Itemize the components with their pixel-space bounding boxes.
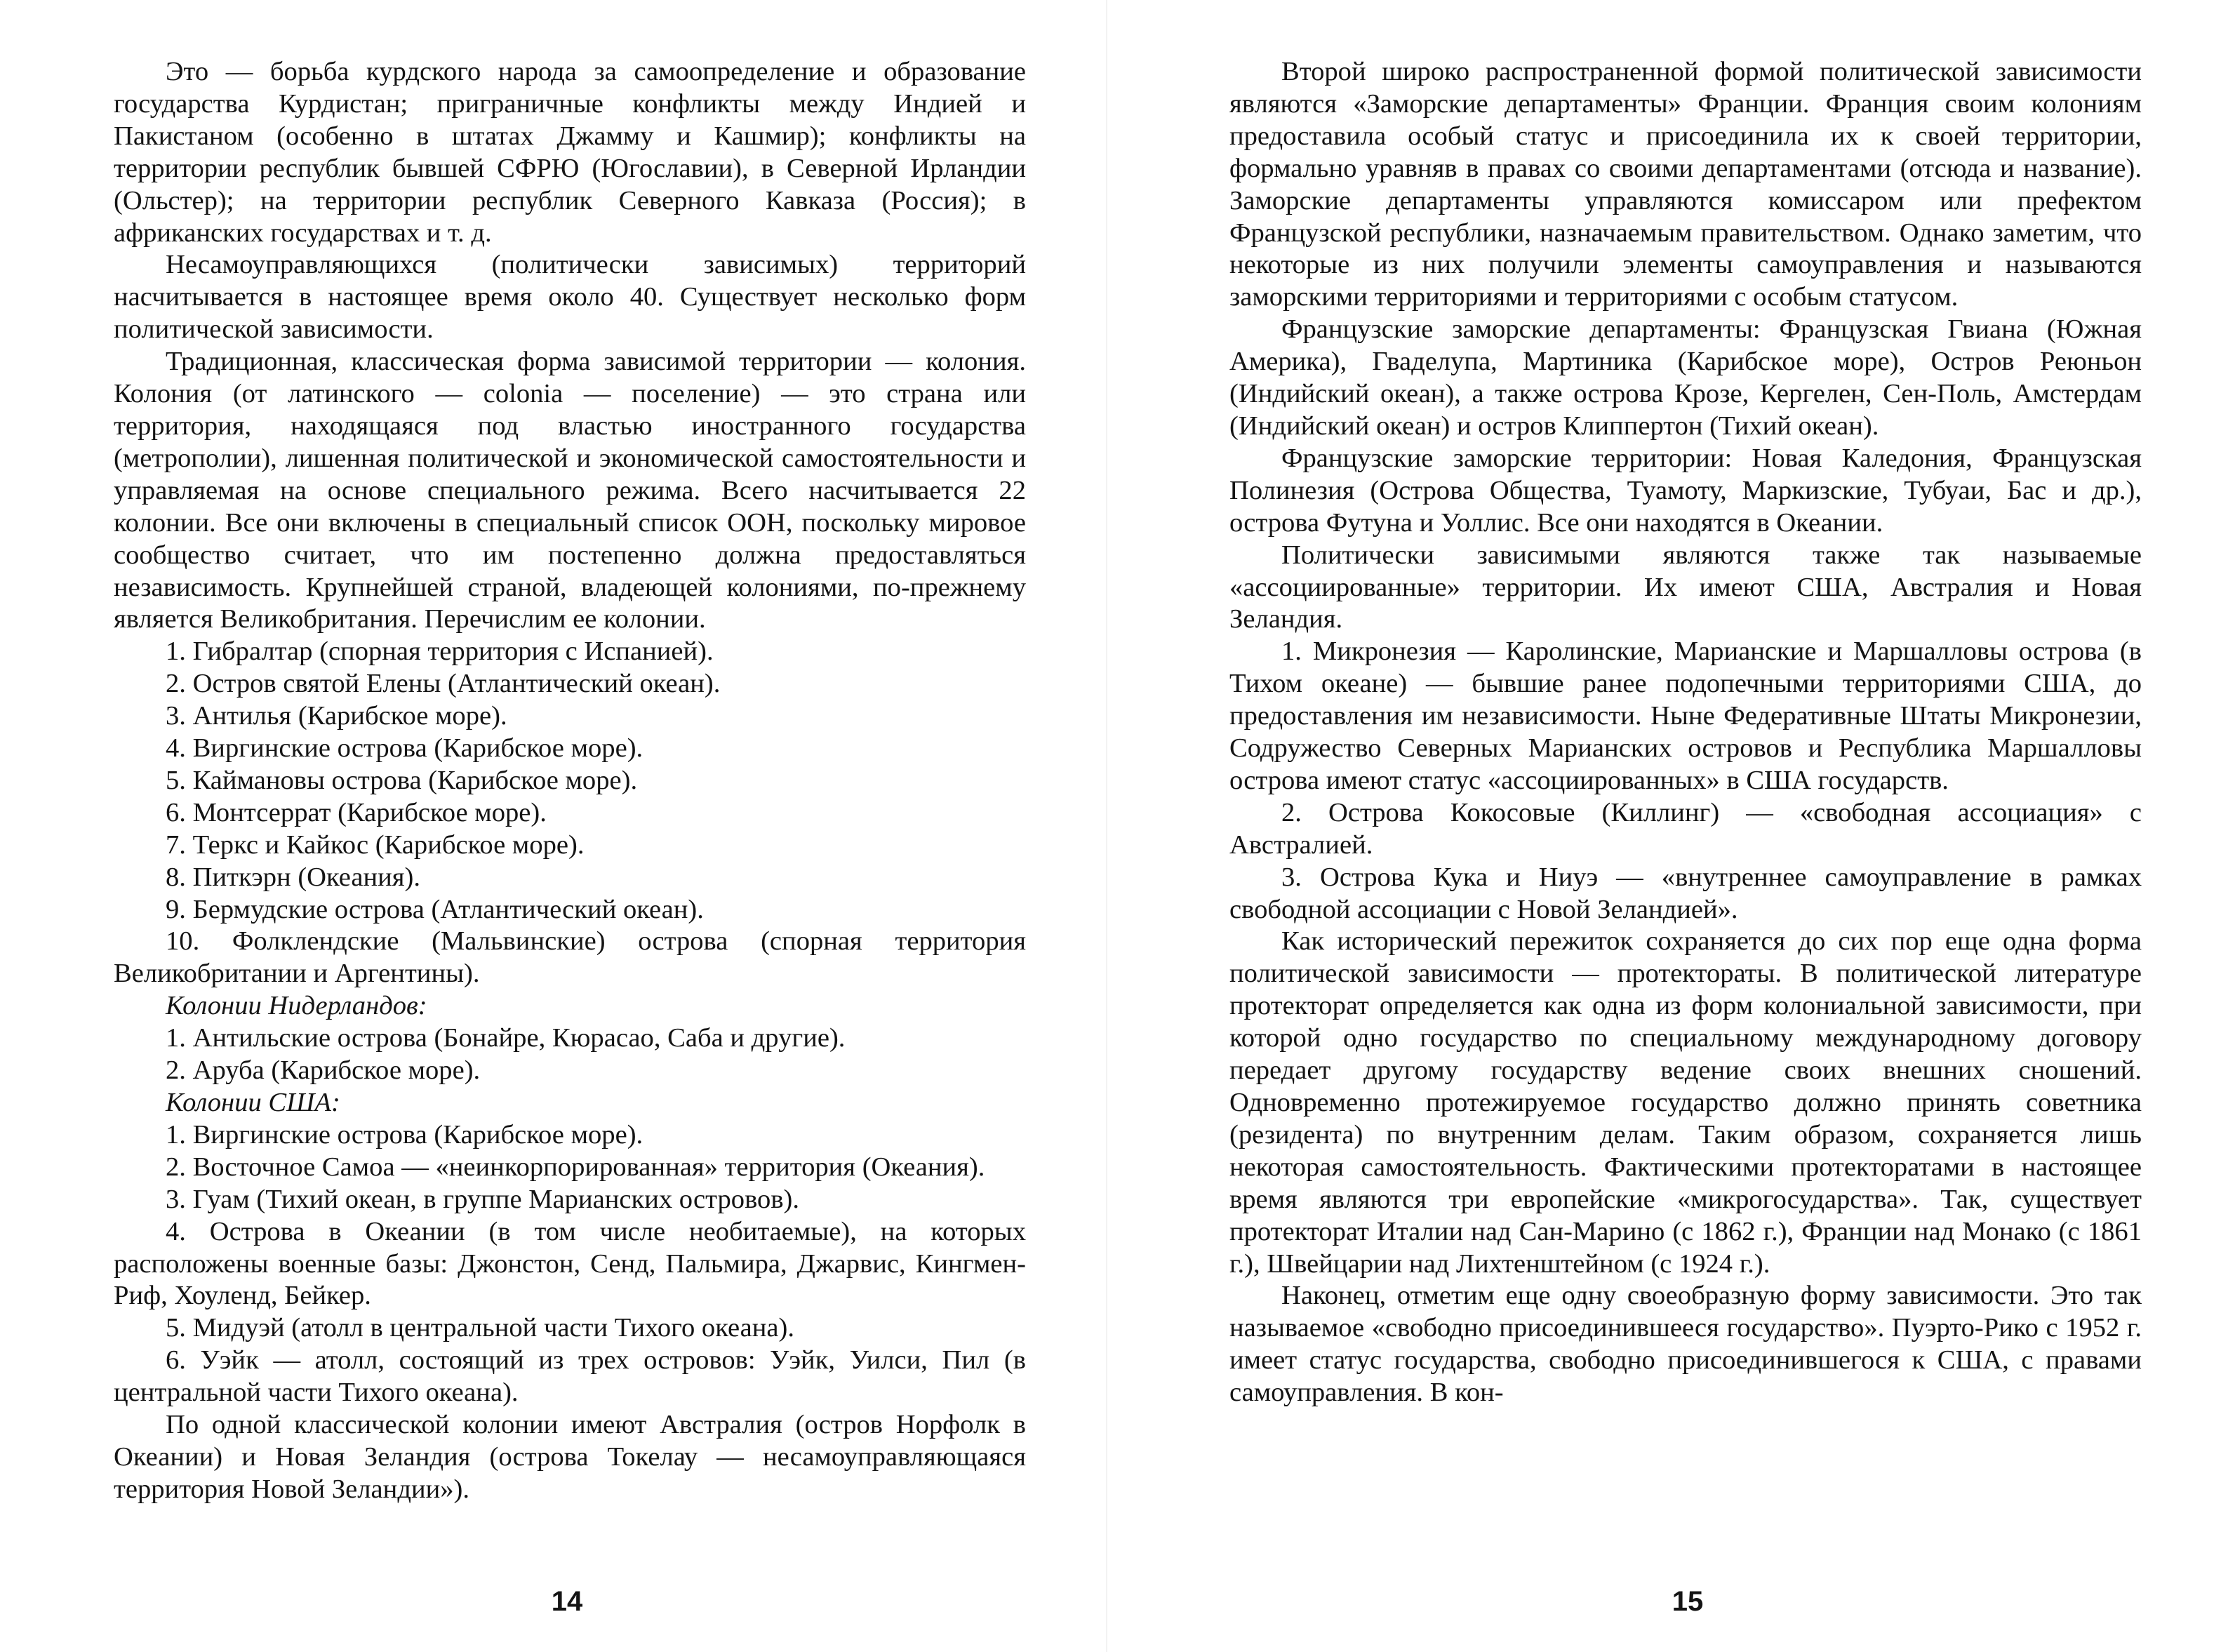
paragraph: Это — борьба курдского народа за самоопределение и образование государства Курдистан; приграничные конфликты между Индией и Пакистаном (особенно в штатах Джамму и Кашмир); конфликты на территории республик бывшей СФРЮ (Югославии), в Северной Ирландии (Ольстер); на территории республик Северного Кавказа (Россия); в африканских государствах и т. д.: [114, 57, 1026, 248]
left-page: [114, 56, 1026, 1565]
list-item: 1. Микронезия — Каролинские, Марианские и Маршалловы острова (в Тихом океане) — бывшие ранее подопечными территориями США, до предоставления им независимости. Ныне Федеративные Штаты Микронезии, Содружество Северных Марианских островов и Республика Маршалловы острова имеют статус «ассоциированных» в США государств.: [1229, 637, 2142, 795]
list-item: 3. Антилья (Карибское море).: [166, 701, 507, 731]
list-item: 6. Уэйк — атолл, состоящий из трех островов: Уэйк, Уилси, Пил (в центральной части Тихого океана).: [114, 1345, 1026, 1408]
paragraph: Наконец, отметим еще одну своеобразную форму зависимости. Это так называемое «свободно присоединившееся государство». Пуэрто-Рико с 1952 г. имеет статус государства, свободно присоединившегося к США, с правами самоуправления. В кон-: [1229, 1281, 2142, 1408]
list-item: 8. Питкэрн (Океания).: [166, 862, 421, 892]
list-item: 3. Гуам (Тихий океан, в группе Марианских островов).: [166, 1184, 800, 1214]
paragraph: Французские заморские департаменты: Французская Гвиана (Южная Америка), Гваделупа, Мартиника (Карибское море), Остров Реюньон (Индийский океан), а также острова Крозе, Кергелен, Сен-Поль, Амстердам (Индийский океан) и остров Клиппертон (Тихий океан).: [1229, 314, 2142, 441]
list-item: 4. Острова в Океании (в том числе необитаемые), на которых расположены военные базы: Джонстон, Сенд, Пальмира, Джарвис, Кингмен-Риф, Хоуленд, Бейкер.: [114, 1216, 1026, 1311]
list-item: 7. Теркс и Кайкос (Карибское море).: [166, 830, 585, 860]
page-gutter: [1106, 0, 1107, 1652]
paragraph: По одной классической колонии имеют Австралия (остров Норфолк в Океании) и Новая Зеландия (острова Токелау — несамоуправляющаяся территория Новой Зеландии»).: [114, 1410, 1026, 1504]
right-page: [1229, 56, 2142, 1565]
list-item: 5. Каймановы острова (Карибское море).: [166, 765, 638, 795]
list-item: 1. Антильские острова (Бонайре, Кюрасао, Саба и другие).: [166, 1023, 846, 1053]
list-item: 2. Остров святой Елены (Атлантический океан).: [166, 669, 721, 699]
paragraph: Политически зависимыми являются также так называемые «ассоциированные» территории. Их имеют США, Австралия и Новая Зеландия.: [1229, 540, 2142, 634]
page-number: 14: [551, 1586, 583, 1617]
list-item: 1. Виргинские острова (Карибское море).: [166, 1119, 643, 1150]
list-item: 5. Мидуэй (атолл в центральной части Тихого океана).: [166, 1313, 794, 1343]
paragraph: Как исторический пережиток сохраняется до сих пор еще одна форма политической зависимости — протектораты. В политической литературе протекторат определяется как одна из форм колониальной зависимости, при которой одно государство по специальному международному договору передает другому государству ведение своих внешних сношений. Одновременно протежируемое государство должно принять советника (резидента) по внутренним делам. Таким образом, сохраняется лишь некоторая самостоятельность. Фактическими протекторатами в настоящее время являются три европейские «микрогосударства». Так, существует протекторат Италии над Сан-Марино (с 1862 г.), Франции над Монако (с 1861 г.), Швейцарии над Лихтенштейном (с 1924 г.).: [1229, 926, 2142, 1279]
list-item: 2. Аруба (Карибское море).: [166, 1055, 481, 1086]
section-heading: Колонии США:: [166, 1088, 340, 1117]
list-item: 9. Бермудские острова (Атлантический океан).: [166, 894, 704, 924]
list-item: 10. Фолклендские (Мальвинские) острова (спорная территория Великобритании и Аргентины).: [114, 926, 1026, 989]
paragraph: Второй широко распространенной формой политической зависимости являются «Заморские департаменты» Франции. Франция своим колониям предоставила особый статус и присоединила их к своей территории, формально уравняв в правах со своими департаментами (отсюда и название). Заморские департаменты управляются комиссаром или префектом Французской республики, назначаемым правительством. Однако заметим, что некоторые из них получили элементы самоуправления и называются заморскими территориями и территориями с особым статусом.: [1229, 57, 2142, 312]
list-item: 1. Гибралтар (спорная территория с Испанией).: [166, 637, 714, 667]
paragraph: Французские заморские территории: Новая Каледония, Французская Полинезия (Острова Общества, Туамоту, Маркизские, Тубуаи, Бас и др.), острова Футуна и Уоллис. Все они находятся в Океании.: [1229, 443, 2142, 538]
list-item: 4. Виргинские острова (Карибское море).: [166, 733, 643, 764]
list-item: 2. Острова Кокосовые (Киллинг) — «свободная ассоциация» с Австралией.: [1229, 797, 2142, 860]
paragraph: Традиционная, классическая форма зависимой территории — колония. Колония (от латинского — colonia — поселение) — это страна или территория, находящаяся под властью иностранного государства (метрополии), лишенная политической и экономической самостоятельности и управляемая на основе специального режима. Всего насчитывается 22 колонии. Все они включены в специальный список ООН, поскольку мировое сообщество считает, что им постепенно должна предоставляться независимость. Крупнейшей страной, владеющей колониями, по-прежнему является Великобритания. Перечислим ее колонии.: [114, 347, 1026, 634]
list-item: 2. Восточное Самоа — «неинкорпорированная» территория (Океания).: [166, 1152, 985, 1182]
list-item: 3. Острова Кука и Ниуэ — «внутреннее самоуправление в рамках свободной ассоциации с Новой Зеландией».: [1229, 862, 2142, 924]
section-heading: Колонии Нидерландов:: [166, 991, 427, 1021]
page-number: 15: [1672, 1586, 1704, 1617]
list-item: 6. Монтсеррат (Карибское море).: [166, 797, 547, 827]
paragraph: Несамоуправляющихся (политически зависимых) территорий насчитывается в настоящее время около 40. Существует несколько форм политической зависимости.: [114, 250, 1026, 345]
